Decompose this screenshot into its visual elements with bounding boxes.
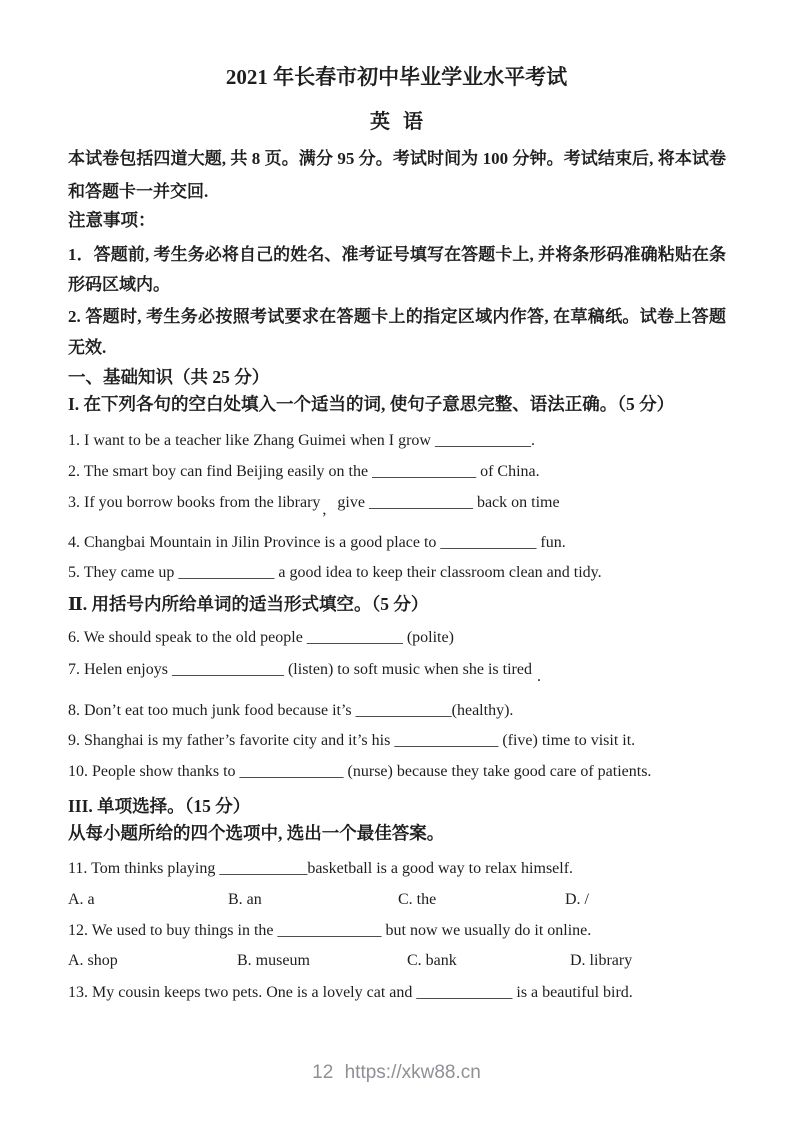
question-4: 4. Changbai Mountain in Jilin Province is a good place to ____________ fun. [68, 534, 566, 551]
option-11-b: B. an [228, 891, 262, 908]
part-iii-header: III. 单项选择。（15 分） [68, 796, 251, 816]
question-1: 1. I want to be a teacher like Zhang Guimei when I grow ____________. [68, 432, 535, 449]
option-12-a: A. shop [68, 952, 118, 969]
footer-url: https://xkw88.cn [344, 1062, 481, 1083]
exam-title: 2021 年长春市初中毕业学业水平考试 [225, 65, 568, 89]
notice-item-1: 1．答题前, 考生务必将自己的姓名、准考证号填写在答题卡上, 并将条形码准确粘贴在条形码区域内。 [68, 245, 726, 294]
question-11: 11. Tom thinks playing ___________basketball is a good way to relax himself. [68, 860, 574, 877]
option-11-d: D. / [565, 891, 589, 908]
question-7 [68, 660, 726, 685]
exam-intro: 本试卷包括四道大题, 共 8 页。满分 95 分。考试时间为 100 分钟。考试结束后, 将本试卷和答题卡一并交回. [68, 149, 726, 201]
exam-subject: 英 语 [370, 111, 423, 133]
question-9: 9. Shanghai is my father’s favorite city and it’s his _____________ (five) time to visit it. [68, 732, 636, 749]
question-3-post: give _____________ back on time [337, 494, 560, 511]
section-1-header: 一、基础知识（共 25 分） [68, 367, 270, 387]
question-8: 8. Don’t eat too much junk food because it’s ____________(healthy). [68, 702, 514, 719]
question-11-options [68, 890, 728, 910]
question-13: 13. My cousin keeps two pets. One is a lovely cat and ____________ is a beautiful bird. [68, 984, 633, 1001]
part-i-header: I. 在下列各句的空白处填入一个适当的词, 使句子意思完整、语法正确。（5 分） [68, 394, 675, 414]
question-3-pre: 3. If you borrow books from the library [68, 494, 321, 511]
question-5: 5. They came up ____________ a good idea to keep their classroom clean and tidy. [68, 564, 602, 581]
question-2: 2. The smart boy can find Beijing easily on the _____________ of China. [68, 463, 540, 480]
notice-item-2: 2. 答题时, 考生务必按照考试要求在答题卡上的指定区域内作答, 在草稿纸。试卷上答题无效. [68, 307, 726, 357]
option-12-c: C. bank [407, 952, 457, 969]
page-footer [0, 1062, 793, 1084]
option-12-b: B. museum [237, 952, 310, 969]
question-6: 6. We should speak to the old people ____________ (polite) [68, 629, 454, 646]
question-3-dropped-comma: , [322, 501, 327, 518]
part-ii-header: Ⅱ. 用括号内所给单词的适当形式填空。（5 分） [68, 594, 429, 614]
notice-header: 注意事项： [68, 210, 156, 230]
question-3 [68, 493, 726, 518]
question-12: 12. We used to buy things in the _____________ but now we usually do it online. [68, 922, 592, 939]
question-7-dropped-period: . [536, 668, 541, 685]
question-7-text: 7. Helen enjoys ______________ (listen) to soft music when she is tired [68, 661, 532, 678]
question-10: 10. People show thanks to _____________ (nurse) because they take good care of patients. [68, 763, 652, 780]
option-12-d: D. library [570, 952, 633, 969]
part-iii-instruction: 从每小题所给的四个选项中, 选出一个最佳答案。 [68, 823, 445, 843]
option-11-a: A. a [68, 891, 95, 908]
option-11-c: C. the [398, 891, 437, 908]
question-12-options [68, 951, 728, 971]
footer-page-number: 12 [312, 1062, 334, 1083]
